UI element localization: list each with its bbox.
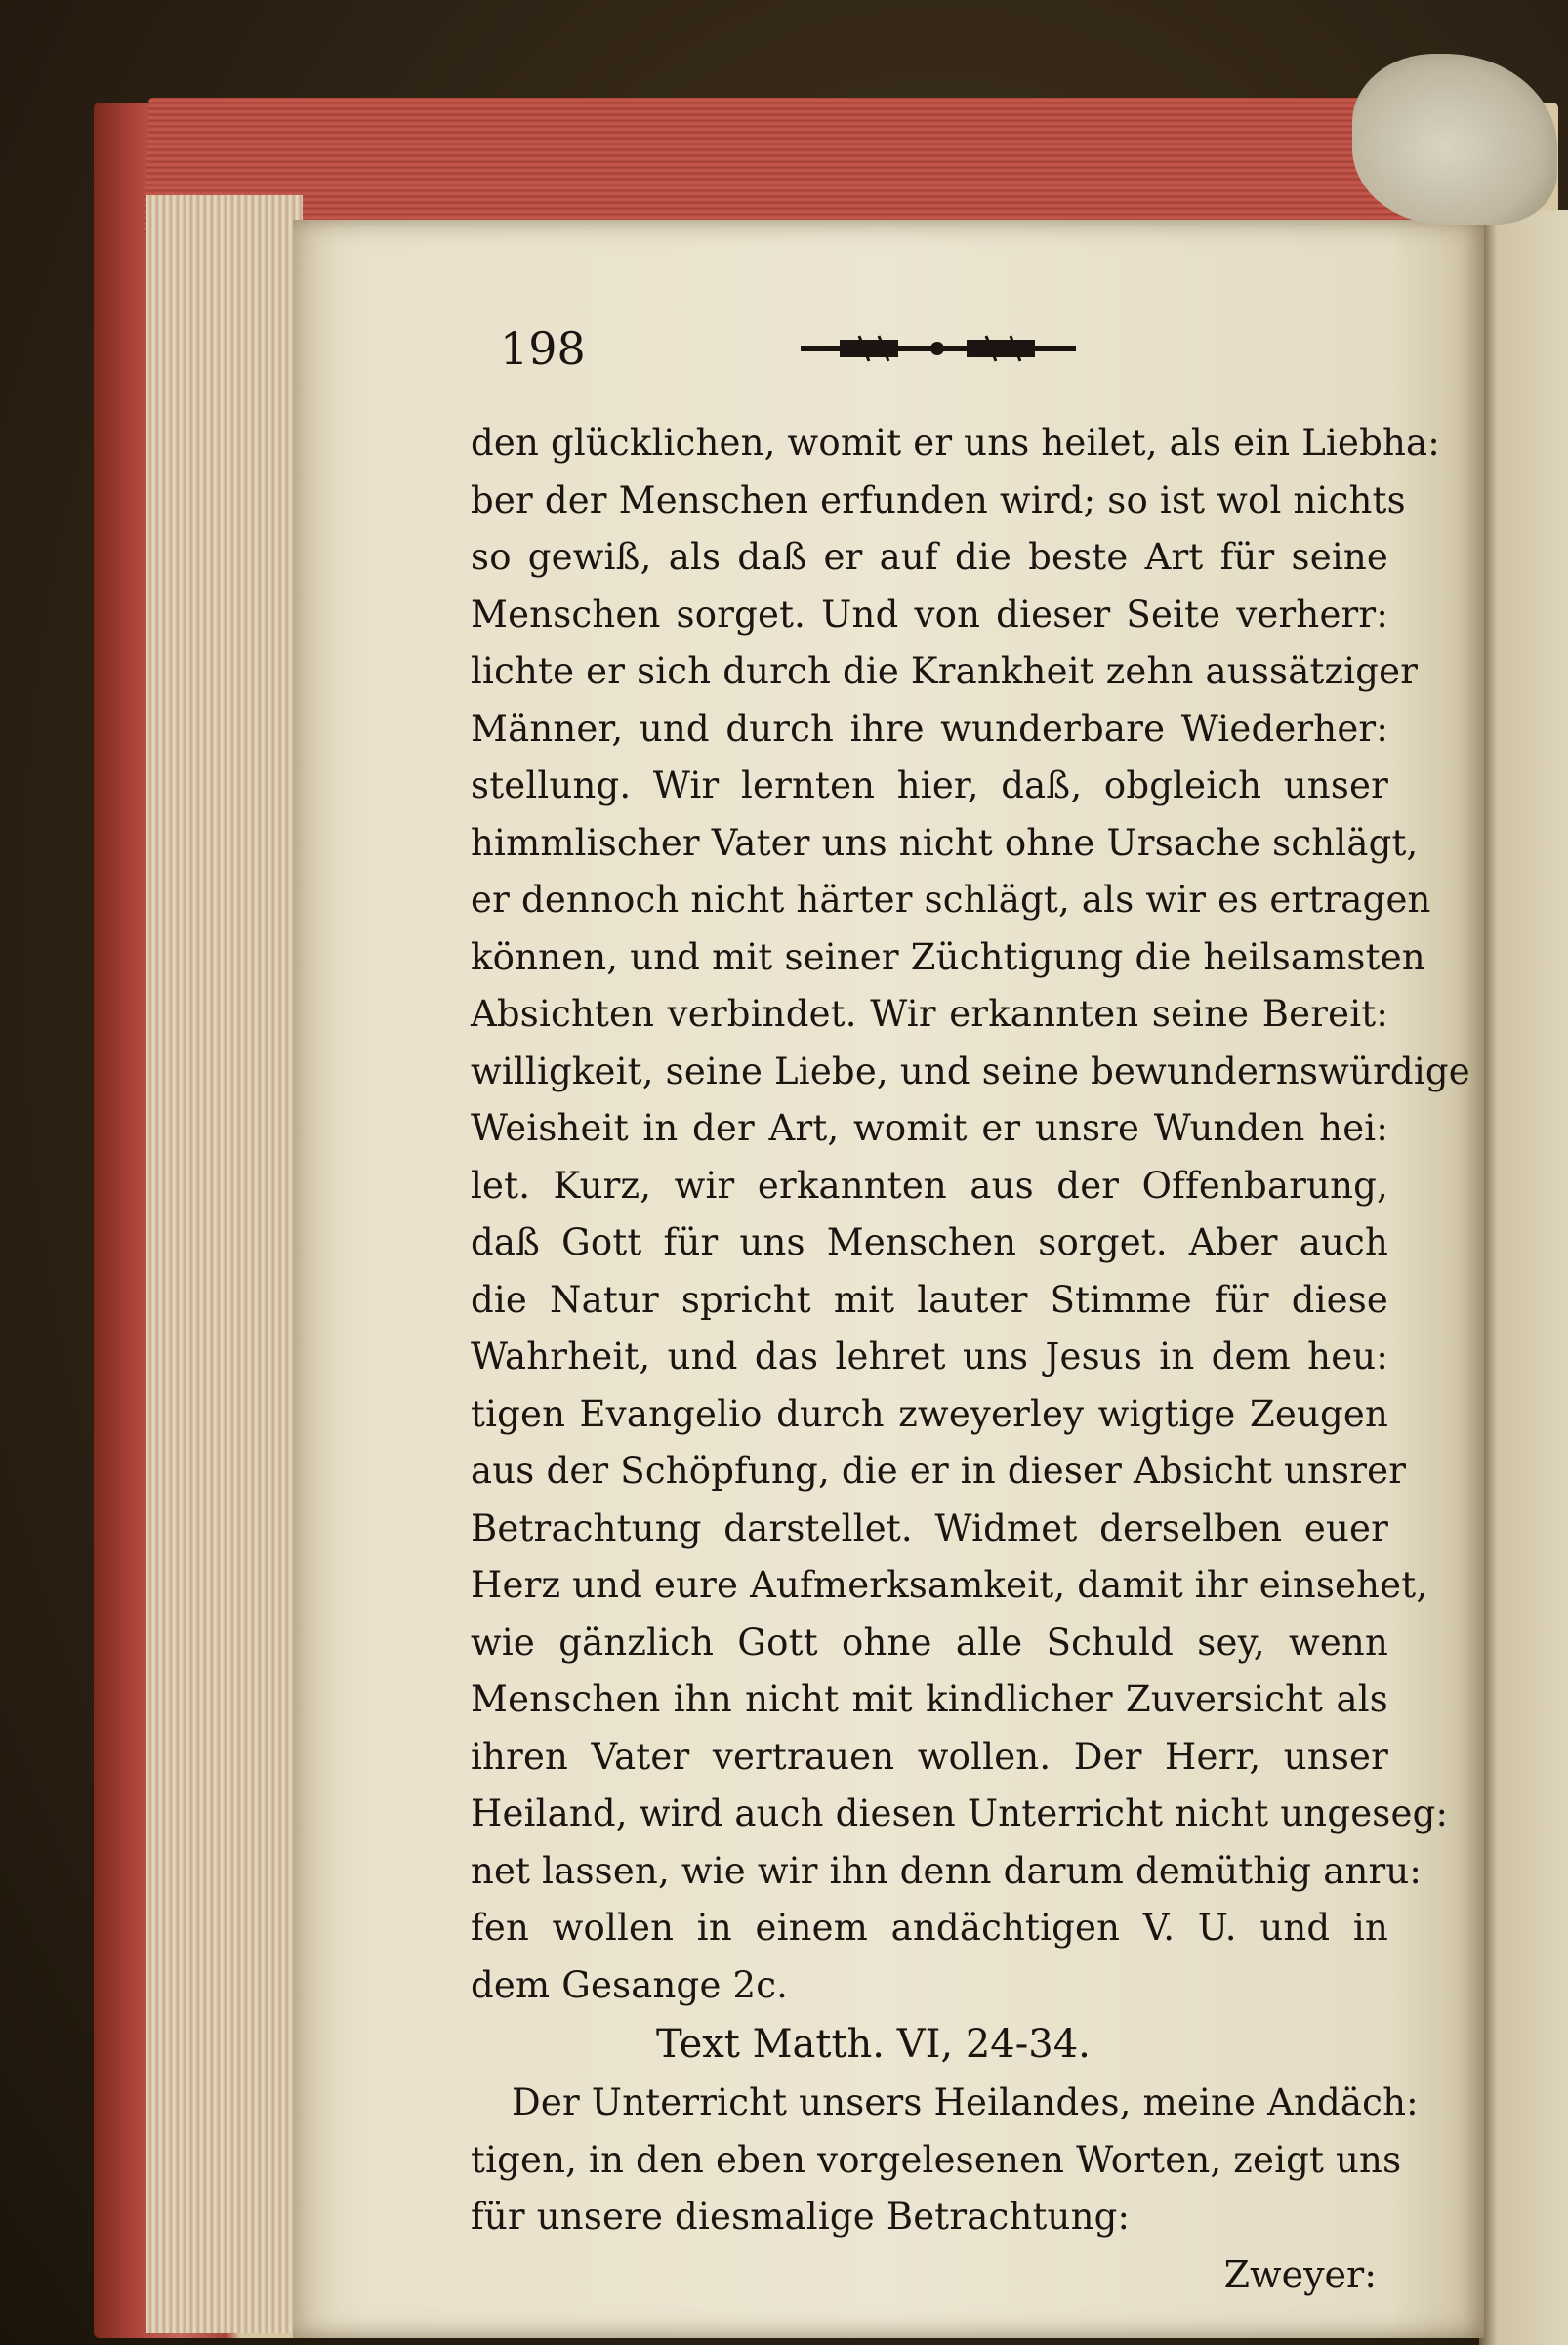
text-line: Herz und eure Aufmerksamkeit, damit ihr einsehet, <box>471 1564 1428 1606</box>
text-line: willigkeit, seine Liebe, und seine bewundernswürdige <box>471 1049 1470 1092</box>
text-line: lichte er sich durch die Krankheit zehn aussätziger <box>471 650 1419 692</box>
text-line: aus der Schöpfung, die er in dieser Absicht unsrer <box>471 1450 1407 1492</box>
page-number: 198 <box>500 322 586 375</box>
text-line: für unsere diesmalige Betrachtung: <box>471 2196 1131 2238</box>
text-line: tigen, in den eben vorgelesenen Worten, zeigt uns <box>471 2138 1402 2181</box>
text-line: net lassen, wie wir ihn denn darum demüthig anru: <box>471 1849 1423 1892</box>
text-line: tigen Evangelio durch zweyerley wigtige Zeugen <box>471 1392 1388 1435</box>
page-stack <box>146 195 303 2333</box>
text-line: Menschen sorget. Und von dieser Seite verherr: <box>471 593 1388 636</box>
catchword: Zweyer: <box>1223 2252 1377 2296</box>
text-line: dem Gesange 2c. <box>471 1963 789 2006</box>
page-edges-top <box>144 98 1516 234</box>
text-line: Der Unterricht unsers Heilandes, meine Andäch: <box>512 2081 1419 2123</box>
text-line: Absichten verbindet. Wir erkannten seine Bereit: <box>471 993 1388 1035</box>
main-text <box>471 415 1470 2303</box>
facing-page <box>1479 210 1568 2345</box>
text-line: Männer, und durch ihre wunderbare Wiederher: <box>471 707 1388 750</box>
bookmark-paper <box>1352 54 1557 225</box>
text-line: Weisheit in der Art, womit er unsre Wunden hei: <box>471 1107 1388 1149</box>
text-line: Menschen ihn nicht mit kindlicher Zuversicht als <box>471 1678 1388 1720</box>
ornament-divider-icon <box>801 334 1076 363</box>
text-line: so gewiß, als daß er auf die beste Art für seine <box>471 536 1388 578</box>
text-line: ihren Vater vertrauen wollen. Der Herr, unser <box>471 1735 1388 1778</box>
text-line: stellung. Wir lernten hier, daß, obgleich unser <box>471 764 1388 806</box>
text-line: daß Gott für uns Menschen sorget. Aber auch <box>471 1221 1388 1263</box>
text-line: er dennoch nicht härter schlägt, als wir es ertragen <box>471 879 1431 921</box>
text-line: fen wollen in einem andächtigen V. U. und in <box>471 1907 1388 1949</box>
text-line: Betrachtung darstellet. Widmet derselben euer <box>471 1506 1388 1549</box>
text-line: Wahrheit, und das lehret uns Jesus in dem heu: <box>471 1336 1388 1378</box>
text-line: die Natur spricht mit lauter Stimme für diese <box>471 1278 1388 1321</box>
text-line: let. Kurz, wir erkannten aus der Offenbarung, <box>471 1164 1388 1207</box>
text-line: können, und mit seiner Züchtigung die heilsamsten <box>471 935 1425 978</box>
text-line: den glücklichen, womit er uns heilet, als ein Liebha: <box>471 422 1440 464</box>
text-line: himmlischer Vater uns nicht ohne Ursache schlägt, <box>471 821 1419 864</box>
text-line: ber der Menschen erfunden wird; so ist wol nichts <box>471 478 1406 521</box>
text-heading: Text Matth. VI, 24-34. <box>656 2022 1091 2067</box>
text-line: wie gänzlich Gott ohne alle Schuld sey, wenn <box>471 1621 1388 1664</box>
text-line: Heiland, wird auch diesen Unterricht nicht ungeseg: <box>471 1792 1449 1834</box>
